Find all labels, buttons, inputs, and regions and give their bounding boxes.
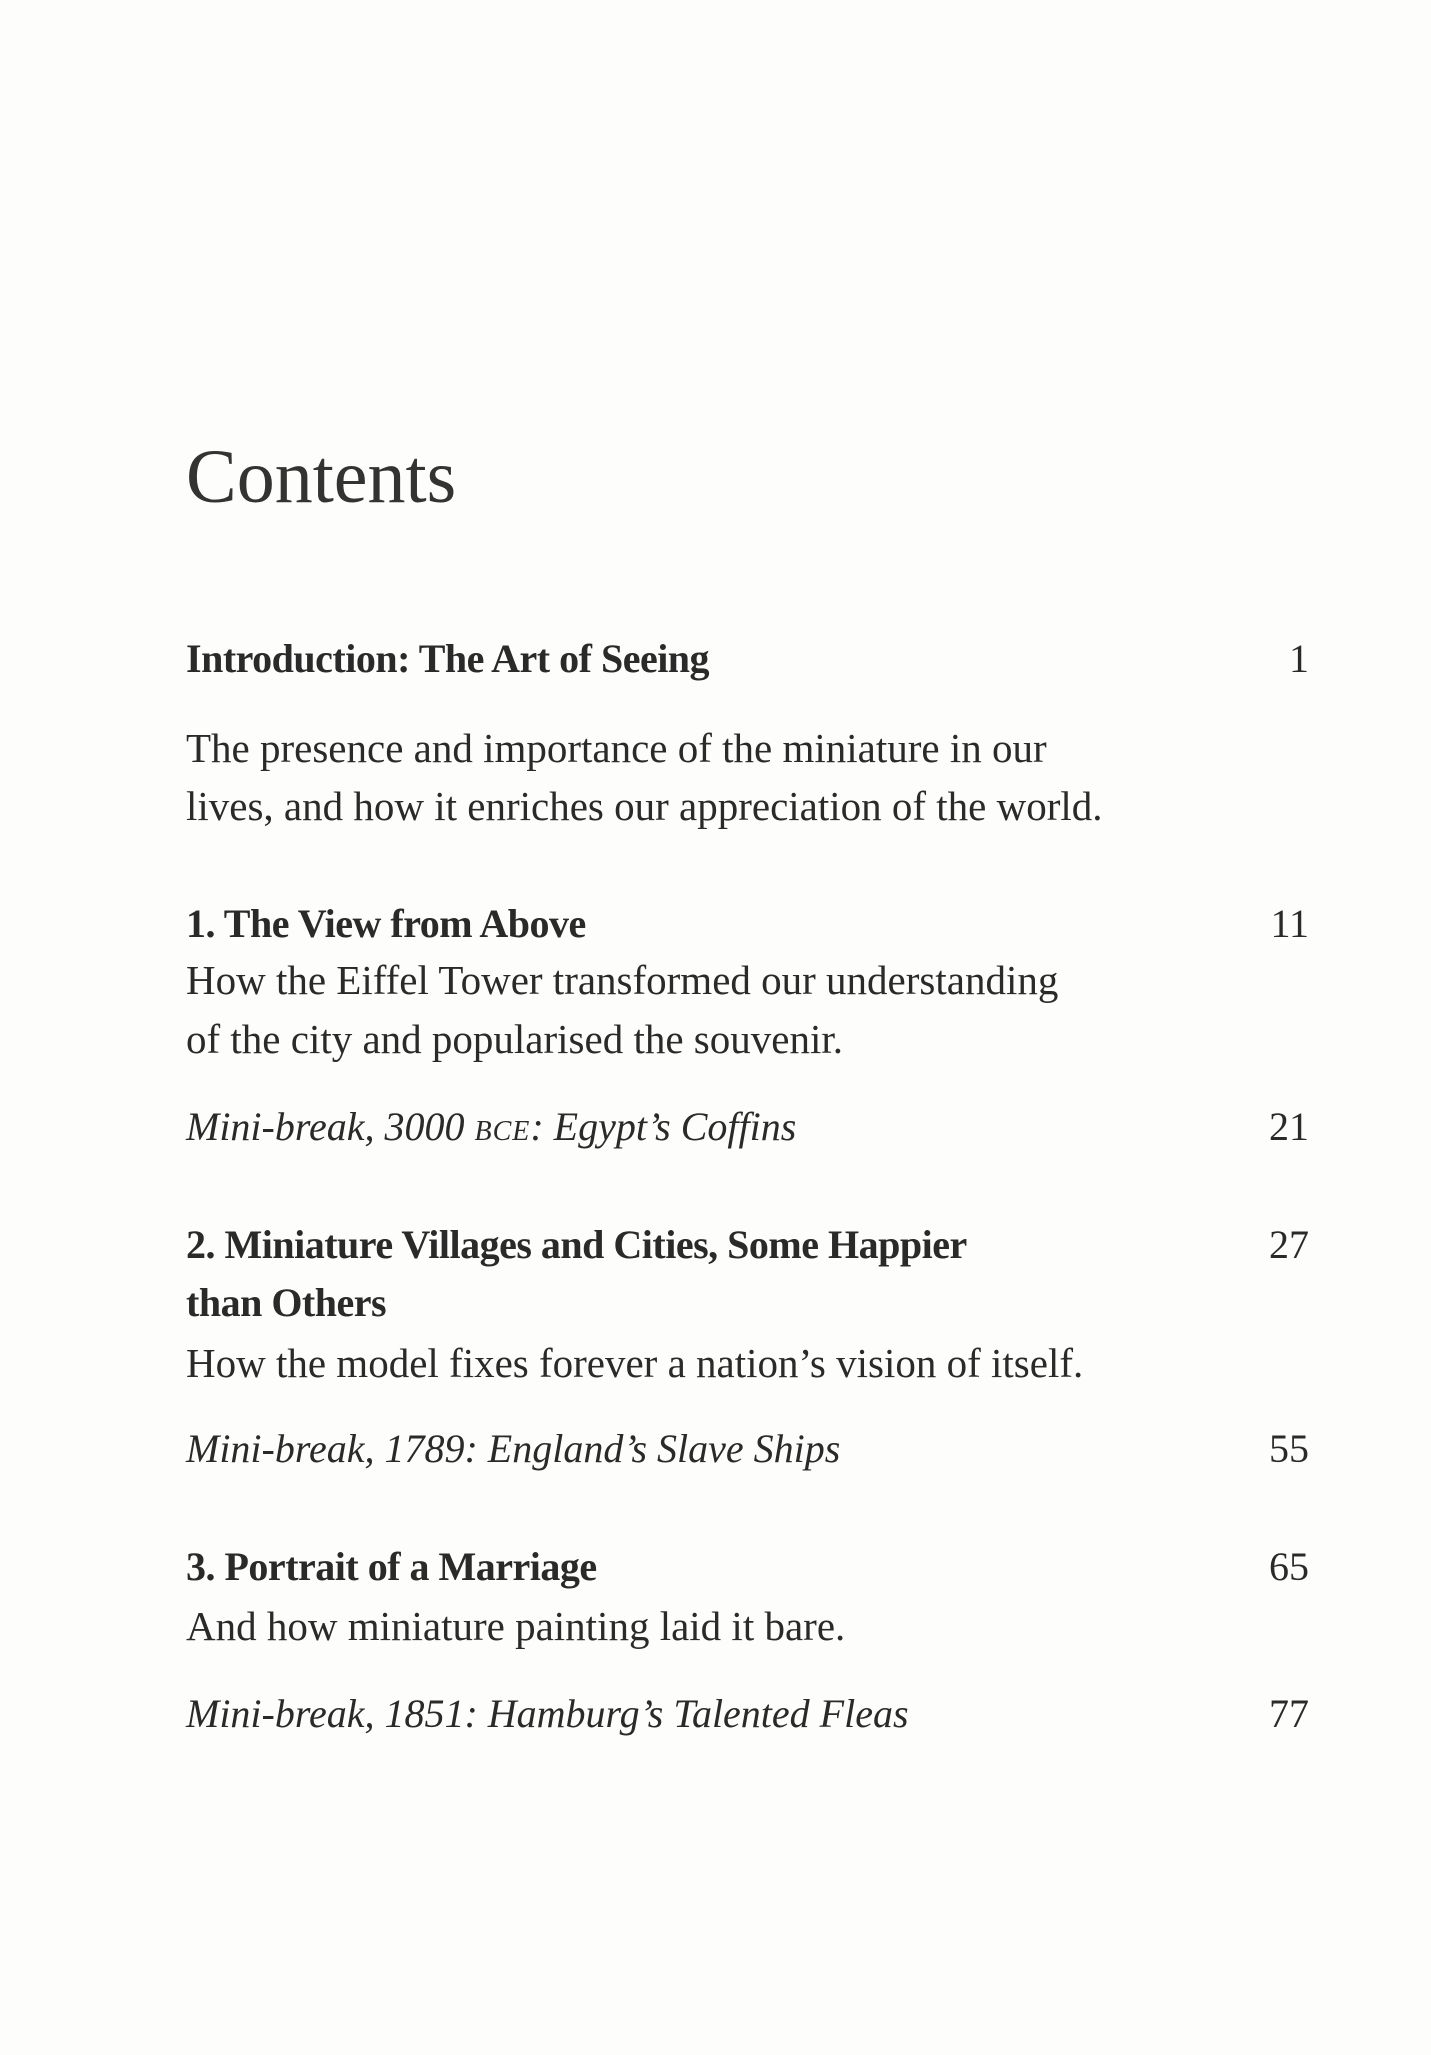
minibreak-title[interactable]: Mini-break, 1789: England’s Slave Ships xyxy=(186,1426,841,1471)
entry-description: The presence and importance of the miniature in our xyxy=(186,725,1047,771)
page-title: Contents xyxy=(186,435,457,519)
entry-heading[interactable]: 2. Miniature Villages and Cities, Some Happier xyxy=(186,1222,967,1267)
page-number: 55 xyxy=(1269,1426,1309,1471)
entry-description: How the model fixes forever a nation’s vision of itself. xyxy=(186,1340,1084,1386)
minibreak-suffix: : Egypt’s Coffins xyxy=(530,1104,797,1149)
minibreak-title[interactable] xyxy=(186,1098,796,1161)
page-number: 11 xyxy=(1270,901,1309,946)
entry-heading[interactable]: 1. The View from Above xyxy=(186,901,586,946)
minibreak-prefix: Mini-break, 3000 xyxy=(186,1104,475,1149)
entry-description: How the Eiffel Tower transformed our understanding xyxy=(186,957,1059,1003)
page-number: 77 xyxy=(1269,1691,1309,1736)
entry-description: of the city and popularised the souvenir. xyxy=(186,1016,843,1062)
era-label: BCE xyxy=(474,1116,531,1147)
entry-heading[interactable]: 3. Portrait of a Marriage xyxy=(186,1544,597,1589)
entry-description: And how miniature painting laid it bare. xyxy=(186,1603,846,1649)
minibreak-title[interactable]: Mini-break, 1851: Hamburg’s Talented Fleas xyxy=(186,1691,909,1736)
page-number: 1 xyxy=(1289,636,1309,681)
page-number: 27 xyxy=(1269,1222,1309,1267)
page-number: 65 xyxy=(1269,1544,1309,1589)
page-number: 21 xyxy=(1269,1104,1309,1149)
entry-heading-continued[interactable]: than Others xyxy=(186,1280,387,1325)
entry-description: lives, and how it enriches our appreciation of the world. xyxy=(186,783,1103,829)
entry-heading[interactable]: Introduction: The Art of Seeing xyxy=(186,636,710,681)
